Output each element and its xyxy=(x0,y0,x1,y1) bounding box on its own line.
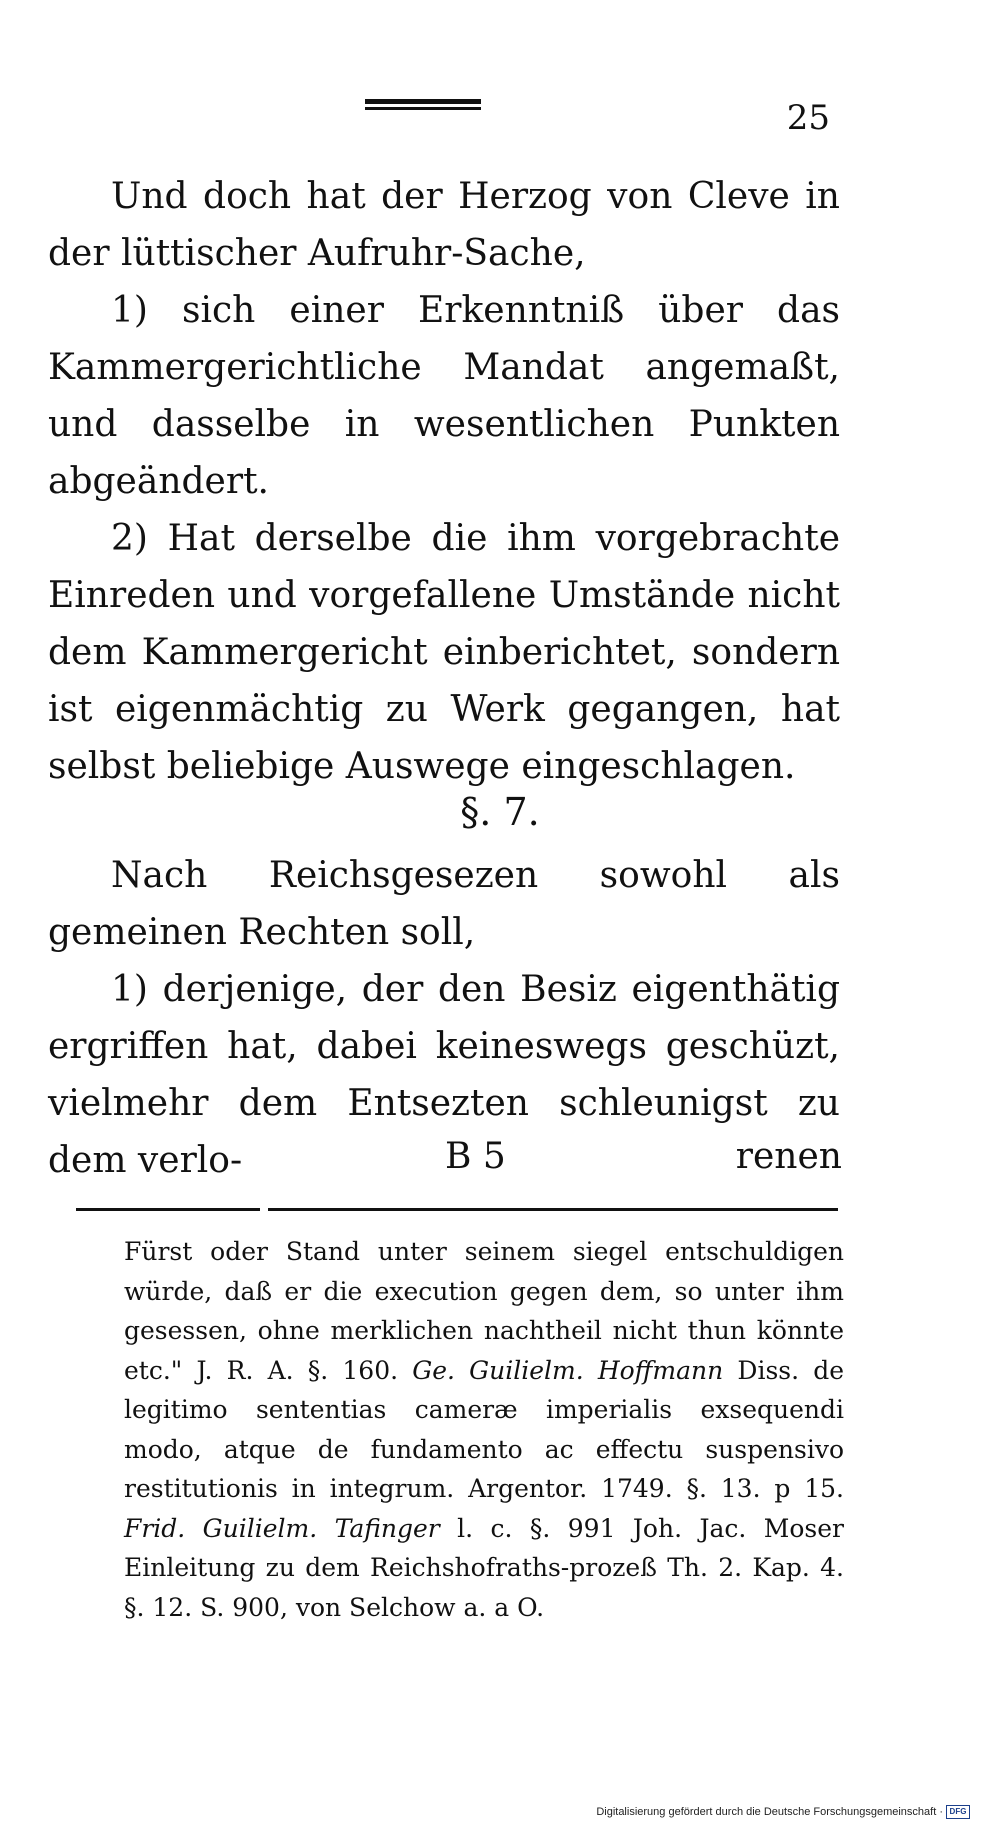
rule-bar-thin xyxy=(365,107,481,110)
paragraph-point-2: 2) Hat derselbe die ihm vorgebrachte Einreden und vorgefallene Umstände nicht dem Kammergericht einberichtet, sondern ist eigenmächtig zu Werk gegangen, hat selbst beliebige Auswege eingeschlagen. xyxy=(48,518,840,787)
footnote-author-hoffmann: Ge. Guilielm. Hoffmann xyxy=(412,1355,724,1385)
footnote-text-2: Diss. de legitimo sententias cameræ imperialis exsequendi modo, atque de fundamento ac effectu suspensivo restitutionis in integrum. Argentor. 1749. §. 13. p 15. xyxy=(124,1355,845,1503)
main-text-upper xyxy=(48,168,840,795)
footnote-rule-gap xyxy=(260,1207,268,1212)
footnote-rule xyxy=(76,1208,838,1211)
footnote-text-1: Fürst oder Stand unter seinem siegel entschuldigen würde, daß er die execution gegen dem, so unter ihm gesessen, ohne merklichen nachtheil nicht thun könnte etc." J. R. A. §. 160. xyxy=(124,1237,844,1385)
dfg-logo-icon: DFG xyxy=(946,1805,970,1819)
page-number: 25 xyxy=(786,98,830,138)
credit-text: Digitalisierung gefördert durch die Deutsche Forschungsgemeinschaft · xyxy=(596,1806,943,1818)
signature-catchword-row xyxy=(0,1136,1000,1186)
signature-mark: B 5 xyxy=(445,1136,506,1177)
paragraph-section-intro: Nach Reichsgesezen sowohl als gemeinen Rechten soll, xyxy=(48,855,840,953)
paragraph-intro: Und doch hat der Herzog von Cleve in der lüttischer Aufruhr-Sache, xyxy=(48,176,840,274)
header-ornament-rule xyxy=(365,99,481,112)
footnote-author-tafinger: Frid. Guilielm. Tafinger xyxy=(124,1513,440,1543)
footnote-text-3: l. c. §. 991 Joh. Jac. Moser Einleitung zu dem Reichshofraths-prozeß Th. 2. Kap. 4. §. 12. S. 900, von Selchow a. a O. xyxy=(124,1513,844,1622)
paragraph-point-1: 1) sich einer Erkenntniß über das Kammergerichtliche Mandat angemaßt, und dasselbe in wesentlichen Punkten abgeändert. xyxy=(48,290,840,502)
catchword: renen xyxy=(735,1136,842,1177)
footnote xyxy=(124,1232,844,1627)
paragraph-section-point-1: 1) derjenige, der den Besiz eigenthätig ergriffen hat, dabei keineswegs geschüzt, vielmehr dem Entsezten schleunigst zu dem verlo- xyxy=(48,969,840,1181)
rule-bar-thick xyxy=(365,99,481,104)
section-heading: §. 7. xyxy=(460,790,540,834)
digitization-credit xyxy=(596,1805,970,1819)
